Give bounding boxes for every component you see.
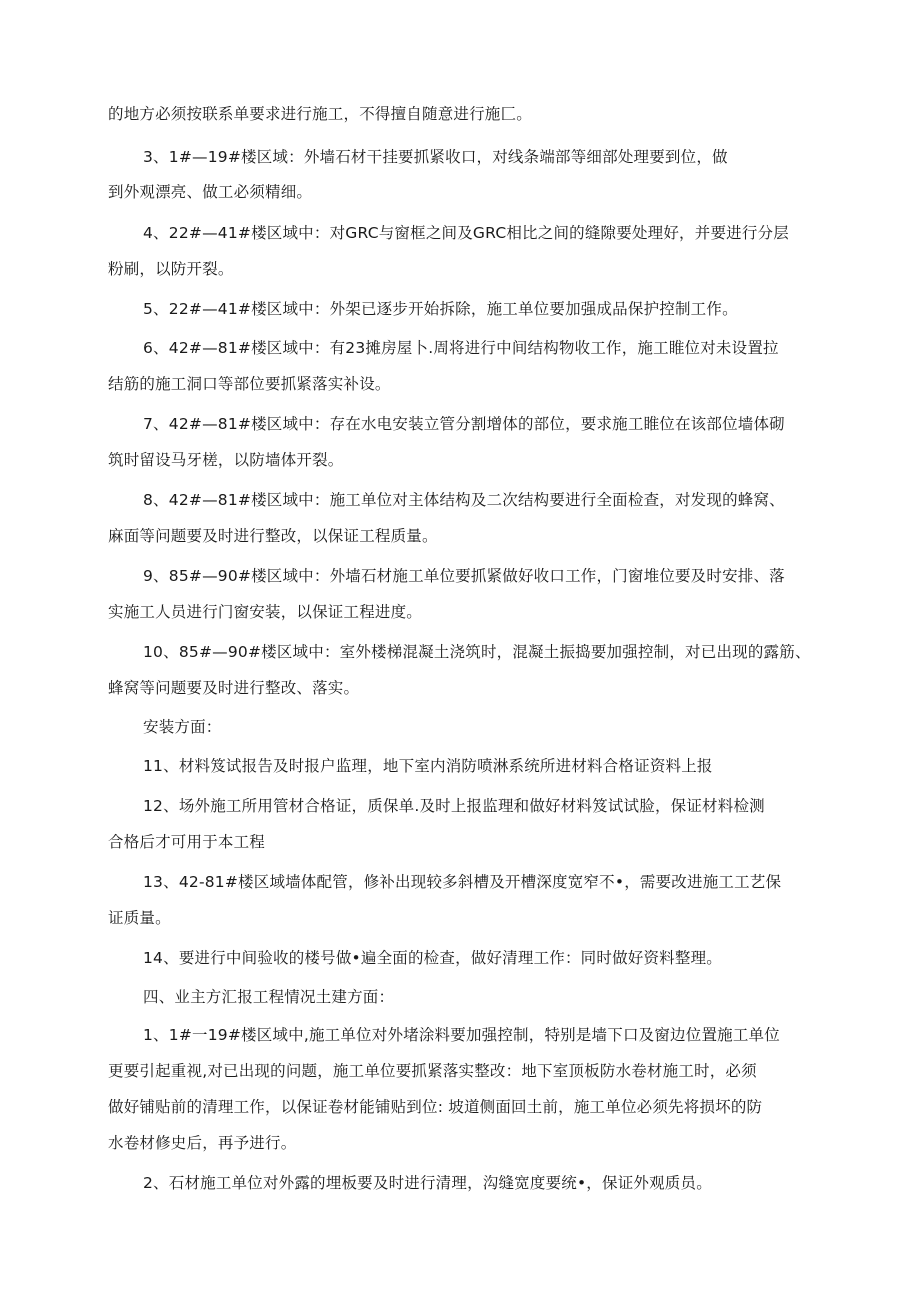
paragraph-line: 更要引起重视,对已出现的问题，施工单位要抓紧落实整改：地下室顶板防水卷材施工时，必须 xyxy=(108,1062,757,1080)
section-heading: 安装方面： xyxy=(143,718,222,736)
paragraph-line: 3、1#—19#楼区域：外墙石材干挂要抓紧收口，对线条端部等细部处理要到位，做 xyxy=(143,148,728,166)
paragraph-line: 5、22#—41#楼区域中：外架已逐步开始拆除，施工单位要加强成品保护控制工作。 xyxy=(143,300,738,318)
paragraph-line: 14、要进行中间验收的楼号做•遍全面的检查，做好清理工作：同时做好资料整理。 xyxy=(143,949,722,967)
paragraph-line: 证质量。 xyxy=(108,909,171,927)
paragraph-line: 7、42#—81#楼区域中：存在水电安装立管分割增体的部位，要求施工睢位在该部位墙体砌 xyxy=(143,415,785,433)
paragraph-line: 12、场外施工所用管材合格证，质保单.及时上报监理和做好材料笈试试脸，保证材料检测 xyxy=(143,797,765,815)
paragraph-line: 做好铺贴前的清理工作，以保证卷材能铺贴到位: 坡道侧面回土前，施工单位必须先将损坏的防 xyxy=(108,1098,763,1116)
paragraph-line: 实施工人员进行门窗安装，以保证工程进度。 xyxy=(108,603,423,621)
paragraph-line: 2、石材施工单位对外露的埋板要及时进行清理，沟缝宽度要统•，保证外观质员。 xyxy=(143,1174,712,1192)
section-heading: 四、业主方汇报工程情况土建方面： xyxy=(143,988,395,1006)
paragraph-line: 蜂窝等问题要及时进行整改、落实。 xyxy=(108,679,360,697)
paragraph-line: 结筋的施工洞口等部位要抓紧落实补设。 xyxy=(108,375,391,393)
paragraph-line: 8、42#—81#楼区域中：施工单位对主体结构及二次结构要进行全面检查，对发现的蜂窝、 xyxy=(143,491,785,509)
paragraph-line: 13、42-81#楼区域墙体配管，修补出现较多斜槽及开槽深度宽窄不•，需要改进施工工艺保 xyxy=(143,873,782,891)
paragraph-line: 合格后才可用于本工程 xyxy=(108,833,266,851)
paragraph-line: 10、85#—90#楼区域中：室外楼梯混凝土浇筑时，混凝土振捣要加强控制，对已出现的露筋、 xyxy=(143,643,811,661)
paragraph-line: 9、85#—90#楼区域中：外墙石材施工单位要抓紧做好收口工作，门窗堆位要及时安排、落 xyxy=(143,567,785,585)
paragraph-line: 11、材料笈试报告及时报户监理，地下室内消防喷淋系统所进材料合格证资料上报 xyxy=(143,757,713,775)
paragraph-line: 到外观漂亮、做工必须精细。 xyxy=(108,183,313,201)
paragraph-line: 的地方必须按联系单要求进行施工，不得擅自随意进行施匚。 xyxy=(108,105,532,123)
paragraph-line: 水卷材修史后，再予进行。 xyxy=(108,1134,297,1152)
paragraph-line: 粉刷，以防开裂。 xyxy=(108,260,234,278)
paragraph-line: 麻面等问题要及时进行整改，以保证工程质量。 xyxy=(108,527,438,545)
paragraph-line: 4、22#—41#楼区域中：对GRC与窗框之间及GRC相比之间的缝隙要处理好，并要进行分层 xyxy=(143,224,789,242)
paragraph-line: 6、42#—81#楼区域中：有23摊房屋卜.周将进行中间结构物收工作，施工睢位对未设置拉 xyxy=(143,339,779,357)
paragraph-line: 1、1#一19#楼区域中,施工单位对外堵涂料要加强控制，特别是墙下口及窗边位置施工单位 xyxy=(143,1026,780,1044)
paragraph-line: 筑时留设马牙槎，以防墙体开裂。 xyxy=(108,451,344,469)
